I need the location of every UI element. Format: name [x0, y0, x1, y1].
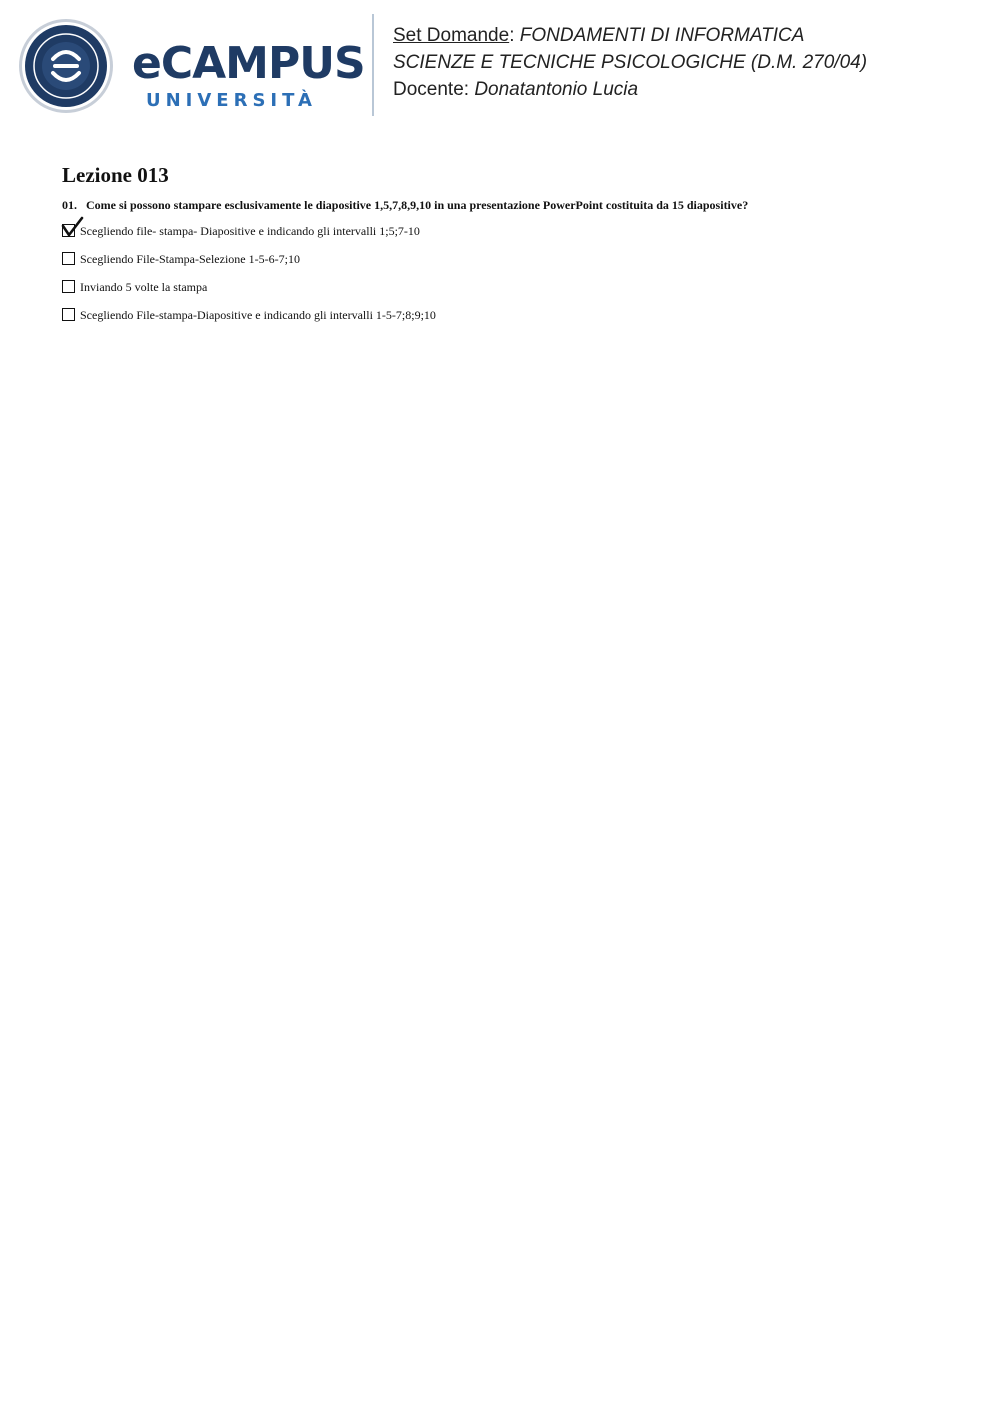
program-line: SCIENZE E TECNICHE PSICOLOGICHE (D.M. 270/04) — [393, 52, 868, 73]
set-domande-label: Set Domande — [393, 25, 510, 46]
answer-label: Inviando 5 volte la stampa — [80, 280, 208, 294]
question-body: Come si possono stampare esclusivamente le diapositive 1,5,7,8,9,10 in una presentazione PowerPoint costituita da 15 diapositive? — [86, 198, 749, 212]
header-separator: : — [509, 25, 520, 46]
answer-checkbox[interactable] — [62, 308, 75, 321]
logo-wordmark-text: eCAMPUS — [132, 38, 365, 89]
docente-name: Donatantonio Lucia — [474, 79, 639, 100]
header-divider — [372, 14, 374, 116]
docente-line — [393, 76, 993, 103]
ecampus-seal-logo — [15, 17, 117, 115]
lesson-title: Lezione 013 — [62, 163, 169, 187]
answer-checkbox[interactable] — [62, 252, 75, 265]
answer-label: Scegliendo file- stampa- Diapositive e indicando gli intervalli 1;5;7-10 — [80, 224, 420, 238]
answer-label: Scegliendo File-stampa-Diapositive e indicando gli intervalli 1-5-7;8;9;10 — [80, 308, 436, 322]
answer-checkbox[interactable] — [62, 280, 75, 293]
document-header — [393, 22, 993, 103]
logo-subline-text: UNIVERSITÀ — [146, 90, 317, 111]
answer-label: Scegliendo File-Stampa-Selezione 1-5-6-7;10 — [80, 252, 300, 266]
ecampus-wordmark — [132, 38, 365, 115]
question-number: 01. — [62, 198, 77, 212]
docente-label: Docente: — [393, 79, 475, 100]
header-course-line — [393, 22, 993, 49]
question-text — [62, 197, 748, 213]
course-name: FONDAMENTI DI INFORMATICA — [519, 25, 805, 46]
